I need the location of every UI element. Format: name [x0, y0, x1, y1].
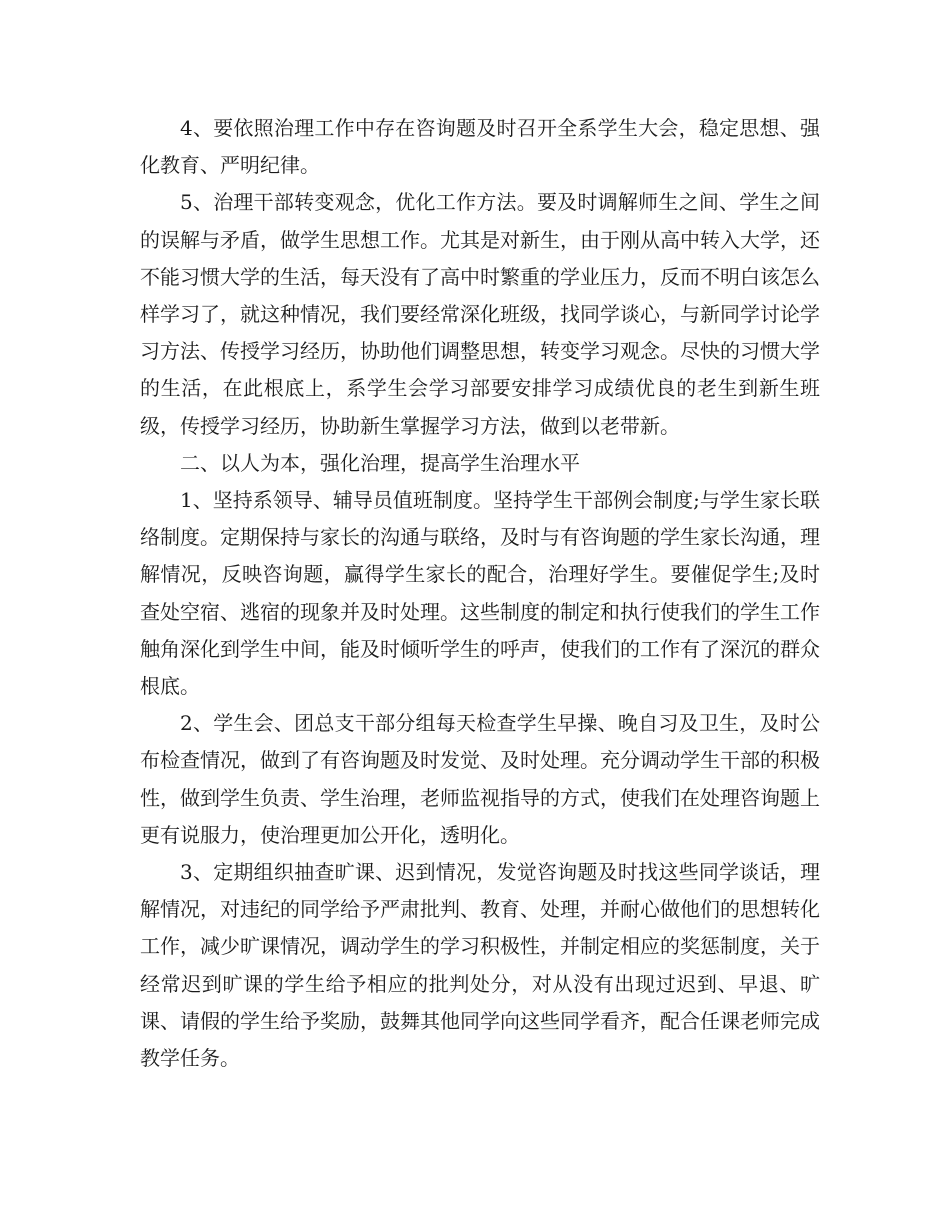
- section-heading-2: 二、以人为本，强化治理，提高学生治理水平: [180, 450, 580, 475]
- paragraph-item-4: 4、要依照治理工作中存在咨询题及时召开全系学生大会，稳定思想、强化教育、严明纪律。: [140, 116, 820, 178]
- paragraph-item-2: 2、学生会、团总支干部分组每天检查学生早操、晚自习及卫生，及时公布检查情况，做到了有咨询题及时发觉、及时处理。充分调动学生干部的积极性，做到学生负责、学生治理，老师监视指导的方式，使我们在处理咨询题上更有说服力，使治理更加公开化，透明化。: [140, 711, 820, 847]
- document-page: [140, 110, 820, 1077]
- paragraph-item-1: 1、坚持系领导、辅导员值班制度。坚持学生干部例会制度;与学生家长联络制度。定期保持与家长的沟通与联络，及时与有咨询题的学生家长沟通，理解情况，反映咨询题，赢得学生家长的配合，治理好学生。要催促学生;及时查处空宿、逃宿的现象并及时处理。这些制度的制定和执行使我们的学生工作触角深化到学生中间，能及时倾听学生的呼声，使我们的工作有了深沉的群众根底。: [140, 488, 820, 699]
- paragraph-item-5: 5、治理干部转变观念，优化工作方法。要及时调解师生之间、学生之间的误解与矛盾，做学生思想工作。尤其是对新生，由于刚从高中转入大学，还不能习惯大学的生活，每天没有了高中时繁重的学业压力，反而不明白该怎么样学习了，就这种情况，我们要经常深化班级，找同学谈心，与新同学讨论学习方法、传授学习经历，协助他们调整思想，转变学习观念。尽快的习惯大学的生活，在此根底上，系学生会学习部要安排学习成绩优良的老生到新生班级，传授学习经历，协助新生掌握学习方法，做到以老带新。: [140, 190, 820, 438]
- paragraph-item-3: 3、定期组织抽查旷课、迟到情况，发觉咨询题及时找这些同学谈话，理解情况，对违纪的同学给予严肃批判、教育、处理，并耐心做他们的思想转化工作，减少旷课情况，调动学生的学习积极性，并制定相应的奖惩制度，关于经常迟到旷课的学生给予相应的批判处分，对从没有出现过迟到、早退、旷课、请假的学生给予奖励，鼓舞其他同学向这些同学看齐，配合任课老师完成教学任务。: [140, 860, 820, 1071]
